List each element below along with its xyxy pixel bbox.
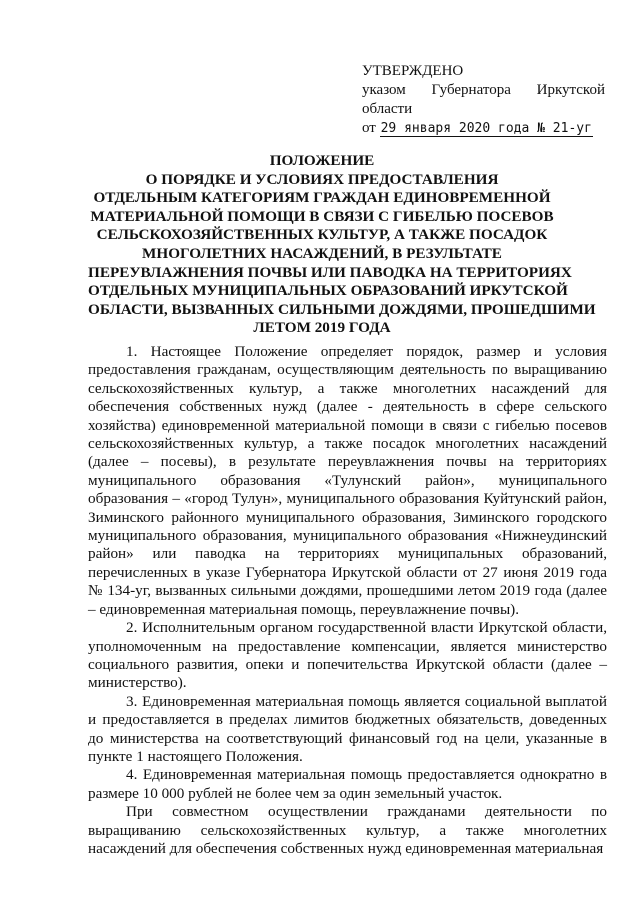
approval-region: области	[362, 101, 413, 117]
approval-block	[362, 62, 605, 138]
paragraph-2: 2. Исполнительным органом государственной власти Иркутской области, уполномоченным на предоставление компенсации, является министерство социального развития, опеки и попечительства Иркутской области (далее – министерство).	[88, 619, 607, 692]
title-line: МАТЕРИАЛЬНОЙ ПОМОЩИ В СВЯЗИ С ГИБЕЛЬЮ ПОСЕВОВ	[90, 207, 554, 225]
title-line: МНОГОЛЕТНИХ НАСАЖДЕНИЙ, В РЕЗУЛЬТАТЕ	[142, 244, 502, 262]
approval-date-value: 29 января 2020 года № 21-уг	[380, 121, 592, 136]
paragraph-3: 3. Единовременная материальная помощь является социальной выплатой и предоставляется в пределах лимитов бюджетных обязательств, доведенных до министерства на соответствующий финансовый год на цели, указанные в пункте 1 настоящего Положения.	[88, 692, 607, 765]
title-line: ОТДЕЛЬНЫМ КАТЕГОРИЯМ ГРАЖДАН ЕДИНОВРЕМЕННОЙ	[93, 189, 551, 207]
title-line: ЛЕТОМ 2019 ГОДА	[253, 319, 391, 337]
document-title	[88, 152, 596, 338]
paragraph-1: 1. Настоящее Положение определяет порядок, размер и условия предоставления гражданам, осуществляющим деятельность по выращиванию сельскохозяйственных культур, а также многолетних насаждений для обеспечения собственных нужд (далее - деятельность в сфере сельского хозяйства) единовременной материальной помощи в связи с гибелью посевов сельскохозяйственных культур, а также посадок многолетних насаждений (далее – посевы), в результате переувлажнения почвы на территориях муниципального образования «Тулунский район», муниципального образования – «город Тулун», муниципального образования Куйтунский район, Зиминского районного муниципального образования, Зиминского городского муниципального образования, муниципального образования «Нижнеудинский район» или паводка на территориях муниципальных образований, перечисленных в указе Губернатора Иркутской области от 27 июня 2019 года № 134-уг, вызванных сильными дождями, прошедшими летом 2019 года (далее – единовременная материальная помощь, переувлажнение почвы).	[88, 343, 607, 618]
approval-stamp: УТВЕРЖДЕНО	[362, 63, 464, 79]
approval-authority: указом Губернатора Иркутской	[362, 82, 605, 98]
title-line: ПЕРЕУВЛАЖНЕНИЯ ПОЧВЫ ИЛИ ПАВОДКА НА ТЕРРИТОРИЯХ	[88, 263, 572, 281]
title-line: ПОЛОЖЕНИЕ	[269, 152, 375, 169]
title-line: СЕЛЬСКОХОЗЯЙСТВЕННЫХ КУЛЬТУР, А ТАКЖЕ ПОСАДОК	[96, 226, 548, 244]
paragraph-5: При совместном осуществлении гражданами деятельности по выращиванию сельскохозяйственных культур, а также многолетних насаждений для обеспечения собственных нужд единовременная материальная	[88, 803, 607, 857]
approval-date-prefix: от	[362, 120, 376, 136]
document-body	[88, 343, 607, 858]
title-line: О ПОРЯДКЕ И УСЛОВИЯХ ПРЕДОСТАВЛЕНИЯ	[145, 170, 499, 188]
title-line: ОТДЕЛЬНЫХ МУНИЦИПАЛЬНЫХ ОБРАЗОВАНИЙ ИРКУТСКОЙ	[88, 282, 568, 300]
paragraph-4: 4. Единовременная материальная помощь предоставляется однократно в размере 10 000 рублей не более чем за один земельный участок.	[88, 766, 607, 802]
approval-date-line	[362, 119, 605, 138]
title-line: ОБЛАСТИ, ВЫЗВАННЫХ СИЛЬНЫМИ ДОЖДЯМИ, ПРОШЕДШИМИ	[88, 300, 596, 318]
